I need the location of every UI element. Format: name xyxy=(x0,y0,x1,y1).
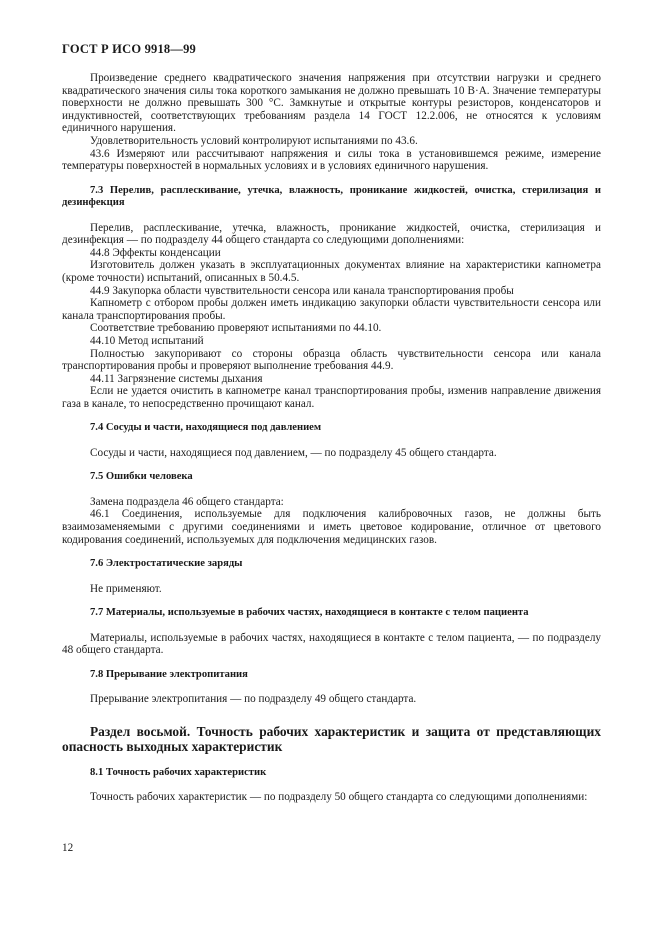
paragraph-44-11-text: Если не удается очистить в капнометре канал транспортирования пробы, изменив направление движения газа в канале, то непосредственно прочищают канал. xyxy=(62,385,601,410)
paragraph-7-7: Материалы, используемые в рабочих частях, находящиеся в контакте с телом пациента, — по подразделу 48 общего стандарта. xyxy=(62,631,601,657)
paragraph-44-9-title: 44.9 Закупорка области чувствительности сенсора или канала транспортирования пробы xyxy=(90,284,514,297)
heading-7-4: 7.4 Сосуды и части, находящиеся под давлением xyxy=(90,422,322,434)
paragraph-7-5-replace: Замена подраздела 46 общего стандарта: xyxy=(90,495,284,508)
document-body xyxy=(62,72,601,804)
heading-7-3: 7.3 Перелив, расплескивание, утечка, влажность, проникание жидкостей, очистка, стерилизация и дезинфекция xyxy=(62,184,601,209)
paragraph-44-11-title: 44.11 Загрязнение системы дыхания xyxy=(90,372,263,385)
heading-7-5: 7.5 Ошибки человека xyxy=(90,471,193,483)
paragraph-43-6: 43.6 Измеряют или рассчитывают напряжения и силы тока в установившемся режиме, измерение температуры поверхностей в нормальных условиях и в условиях единичного нарушения. xyxy=(62,147,601,173)
page-header-standard-title: ГОСТ Р ИСО 9918—99 xyxy=(62,42,196,56)
paragraph-44-9-compliance: Соответствие требованию проверяют испытаниями по 44.10. xyxy=(90,322,382,335)
paragraph-power-limit: Произведение среднего квадратического значения напряжения при отсутствии нагрузки и среднего квадратического значения силы тока короткого замыкания не должно превышать 10 В·А. Значение температуры поверхности не должно превышать 300 °С. Замкнутые и открытые контуры резисторов, конденсаторов и индуктивностей, соответствующих требованиям раздела 14 ГОСТ 12.2.006, не относятся к условиям единичного нарушения. xyxy=(62,72,601,135)
paragraph-44-8-text: Изготовитель должен указать в эксплуатационных документах влияние на характеристики капнометра (кроме точности) испытаний, описанных в 50.4.5. xyxy=(62,259,601,284)
heading-7-7: 7.7 Материалы, используемые в рабочих частях, находящиеся в контакте с телом пациента xyxy=(90,607,529,619)
paragraph-7-3-intro: Перелив, расплескивание, утечка, влажность, проникание жидкостей, очистка, стерилизация и дезинфекция — по подразделу 44 общего стандарта со следующими дополнениями: xyxy=(62,221,601,247)
paragraph-compliance-43-6: Удовлетворительность условий контролируют испытаниями по 43.6. xyxy=(90,134,418,147)
paragraph-44-9-text: Капнометр с отбором пробы должен иметь индикацию закупорки области чувствительности сенсора или канала транспортирования пробы. xyxy=(62,297,601,322)
paragraph-44-10-title: 44.10 Метод испытаний xyxy=(90,334,204,347)
paragraph-7-4: Сосуды и части, находящиеся под давлением, — по подразделу 45 общего стандарта. xyxy=(90,446,497,459)
heading-7-6: 7.6 Электростатические заряды xyxy=(90,558,243,570)
paragraph-46-1: 46.1 Соединения, используемые для подключения калибровочных газов, не должны быть взаимозаменяемыми с другими соединениями и иметь цветовое кодирование, отличное от цветового кодирования соединений, используемых для подключения медицинских газов. xyxy=(62,508,601,546)
paragraph-44-10-text: Полностью закупоривают со стороны образца область чувствительности сенсора или канала транспортирования пробы и проверяют выполнение требования 44.9. xyxy=(62,347,601,373)
section-eight-title: Раздел восьмой. Точность рабочих характеристик и защита от представляющих опасность выходных характеристик xyxy=(62,723,601,755)
paragraph-8-1: Точность рабочих характеристик — по подразделу 50 общего стандарта со следующими дополнениями: xyxy=(90,791,588,804)
heading-8-1: 8.1 Точность рабочих характеристик xyxy=(90,766,267,778)
paragraph-7-8: Прерывание электропитания — по подразделу 49 общего стандарта. xyxy=(90,693,417,706)
page-number: 12 xyxy=(62,842,74,854)
paragraph-44-8-title: 44.8 Эффекты конденсации xyxy=(90,246,221,259)
heading-7-8: 7.8 Прерывание электропитания xyxy=(90,668,248,680)
paragraph-7-6: Не применяют. xyxy=(90,582,162,595)
